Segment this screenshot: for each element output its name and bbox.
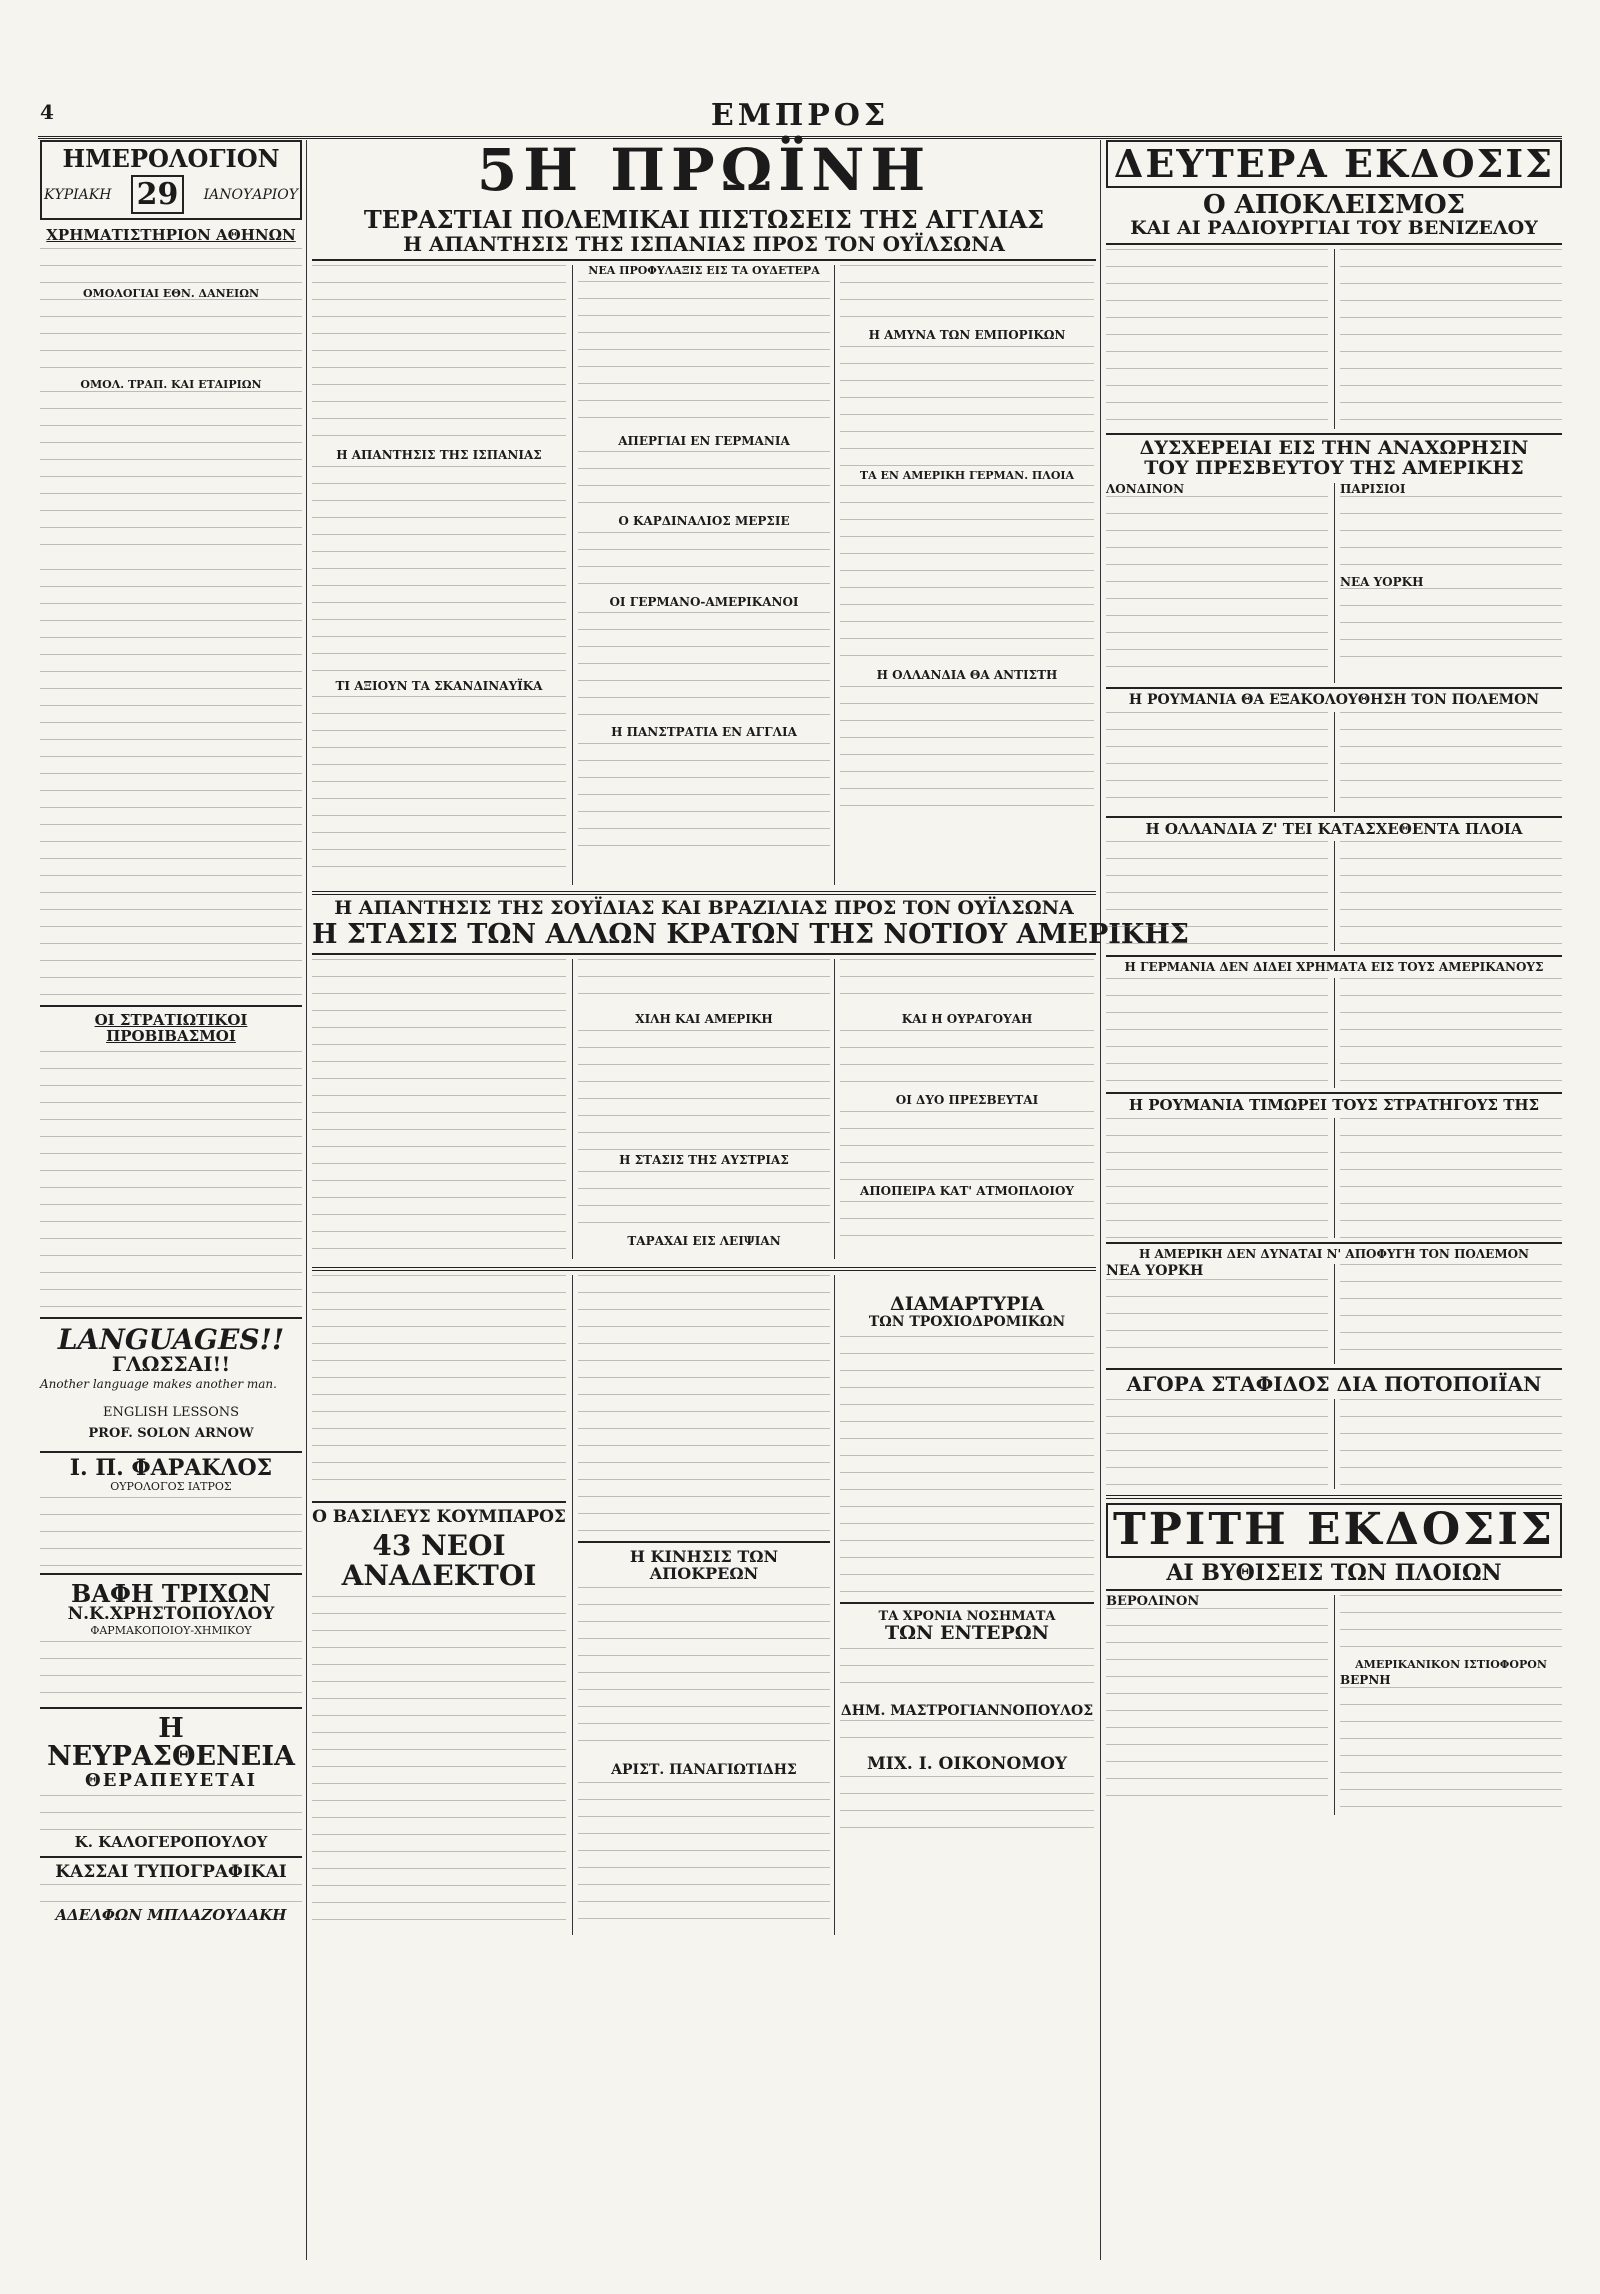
ad-oikonomou-text — [840, 1776, 1094, 1836]
article-america-war-b — [1340, 1264, 1562, 1364]
headline-venizelos: ΚΑΙ ΑΙ ΡΑΔΙΟΥΡΓΙΑΙ ΤΟΥ ΒΕΝΙΖΕΛΟΥ — [1130, 217, 1538, 240]
third-edition-title: ΤΡΙΤΗ ΕΚΔΟΣΙΣ — [1106, 1503, 1562, 1557]
neuro-sub: ΘΕΡΑΠΕΥΕΤΑΙ — [85, 1769, 257, 1791]
types-text — [40, 1884, 302, 1908]
languages-title: LANGUAGES!! — [57, 1322, 285, 1356]
ad-oikonomou: ΜΙΧ. Ι. ΟΙΚΟΝΟΜΟΥ — [866, 1754, 1068, 1775]
subhead-leipzig: ΤΑΡΑΧΑΙ ΕΙΣ ΛΕΙΨΙΑΝ — [627, 1233, 781, 1248]
calendar-box — [40, 140, 302, 220]
left-article-text — [40, 569, 302, 999]
subhead-mercier: Ο ΚΑΡΔΙΝΑΛΙΟΣ ΜΕΡΣΙΕ — [618, 514, 790, 529]
headline-blockade: Ο ΑΠΟΚΛΕΙΣΜΟΣ — [1202, 189, 1466, 220]
article-gerusa-text — [578, 612, 830, 722]
column-rule-1 — [306, 140, 307, 2260]
article-scand-text — [312, 696, 566, 876]
article-ambassador-text-b — [1340, 496, 1562, 576]
subhead-ships-america: ΤΑ ΕΝ ΑΜΕΡΙΚΗ ΓΕΡΜΑΝ. ΠΛΟΙΑ — [859, 468, 1075, 482]
article-cont-text — [840, 265, 1094, 325]
headline-carnival: Η ΚΙΝΗΣΙΣ ΤΩΝ ΑΠΟΚΡΕΩΝ — [629, 1547, 779, 1584]
subhead-scandinavia: ΤΙ ΑΞΙΟΥΝ ΤΑ ΣΚΑΝΔΙΝΑΥΪΚΑ — [335, 678, 543, 693]
dateline-bern: ΒΕΡΝΗ — [1340, 1673, 1391, 1688]
article-holland-ships-a — [1106, 841, 1328, 951]
types-title: ΚΑΣΣΑΙ ΤΥΠΟΓΡΑΦΙΚΑΙ — [55, 1862, 287, 1883]
article-generals-a — [1106, 1118, 1328, 1238]
article-blockade-text-b — [1340, 249, 1562, 429]
headline-america-war: Η ΑΜΕΡΙΚΗ ΔΕΝ ΔΥΝΑΤΑΙ Ν' ΑΠΟΦΥΓΗ ΤΟΝ ΠΟΛΕΜΟΝ — [1138, 1246, 1530, 1261]
ad-intestines: ΤΩΝ ΕΝΤΕΡΩΝ — [884, 1621, 1050, 1644]
subhead-steamer: ΑΠΟΠΕΙΡΑ ΚΑΤ' ΑΤΜΟΠΛΟΙΟΥ — [860, 1183, 1074, 1198]
calendar-day: ΚΥΡΙΑΚΗ — [44, 186, 112, 203]
teacher-name: PROF. SOLON ARNOW — [88, 1425, 254, 1441]
article-ambassador-text-c — [1340, 588, 1562, 668]
headline-holland-ships: Η ΟΛΛΑΝΔΙΑ Ζ' ΤΕΙ ΚΑΤΑΣΧΕΘΕΝΤΑ ΠΛΟΙΑ — [1145, 819, 1523, 838]
subhead-american-sailer: ΑΜΕΡΙΚΑΝΙΚΟΝ ΙΣΤΙΟΦΟΡΟΝ — [1355, 1657, 1547, 1671]
subhead-germany-strikes: ΑΠΕΡΓΙΑΙ ΕΝ ΓΕΡΜΑΝΙΑ — [618, 433, 790, 448]
article-america-war-a — [1106, 1279, 1328, 1359]
subhead-uruguay: ΚΑΙ Η ΟΥΡΑΓΟΥΑΗ — [901, 1012, 1033, 1027]
article-envoys-text — [840, 1111, 1094, 1181]
headline-tram-workers: ΤΩΝ ΤΡΟΧΙΟΔΡΟΜΙΚΩΝ — [868, 1314, 1066, 1331]
promotions-text — [40, 1051, 302, 1311]
left-column — [40, 140, 302, 1924]
languages-sub: Another language makes another man. — [40, 1376, 277, 1391]
dateline-paris-1: ΠΑΡΙΣΙΟΙ — [1340, 482, 1406, 496]
languages-greek: ΓΛΩΣΣΑΙ!! — [111, 1351, 231, 1376]
article-blockade-text-a — [1106, 249, 1328, 429]
article-steamer-text — [840, 1201, 1094, 1241]
subhead-merchant-defense: Η ΑΜΥΝΑ ΤΩΝ ΕΜΠΟΡΙΚΩΝ — [868, 328, 1066, 343]
article-holland-ships-b — [1340, 841, 1562, 951]
headline-romania-generals: Η ΡΟΥΜΑΝΙΑ ΤΙΜΩΡΕΙ ΤΟΥΣ ΣΤΡΑΤΗΓΟΥΣ ΤΗΣ — [1128, 1096, 1540, 1115]
subhead-neutral: ΝΕΑ ΠΡΟΦΥΛΑΞΙΣ ΕΙΣ ΤΑ ΟΥΔΕΤΕΡΑ — [588, 264, 820, 278]
subhead-envoys: ΟΙ ΔΥΟ ΠΡΕΣΒΕΥΤΑΙ — [895, 1092, 1039, 1107]
headline-credits: ΤΕΡΑΣΤΙΑΙ ΠΟΛΕΜΙΚΑΙ ΠΙΣΤΩΣΕΙΣ ΤΗΣ ΑΓΓΛΙΑΣ — [363, 204, 1045, 234]
dateline-berlin: ΒΕΡΟΛΙΝΟΝ — [1106, 1593, 1200, 1609]
article-ny-text — [840, 485, 1094, 665]
article-rome-text — [578, 532, 830, 592]
dye-name: Ν.Κ.ΧΡΗΣΤΟΠΟΥΛΟΥ — [67, 1604, 275, 1625]
headline-ambassador: ΤΟΥ ΠΡΕΣΒΕΥΤΟΥ ΤΗΣ ΑΜΕΡΙΚΗΣ — [1144, 457, 1524, 480]
article-ambassador-text-a — [1106, 496, 1328, 676]
article-names-text — [578, 1275, 830, 1535]
promotions-title: ΟΙ ΣΤΡΑΤΙΩΤΙΚΟΙ ΠΡΟΒΙΒΑΣΜΟΙ — [94, 1011, 248, 1045]
dye-title: ΒΑΦΗ ΤΡΙΧΩΝ — [71, 1579, 271, 1609]
article-berlin-text — [578, 743, 830, 853]
article-athens-text — [578, 1782, 830, 1932]
calendar-month: ΙΑΝΟΥΑΡΙΟΥ — [203, 186, 298, 203]
article-germany-money-b — [1340, 978, 1562, 1088]
headline-sinkings: ΑΙ ΒΥΘΙΣΕΙΣ ΤΩΝ ΠΛΟΙΩΝ — [1166, 1559, 1502, 1586]
article-king-text — [312, 1596, 566, 1926]
market-title: ΧΡΗΜΑΤΙΣΤΗΡΙΟΝ ΑΘΗΝΩΝ — [46, 226, 296, 245]
doctor-title: ΟΥΡΟΛΟΓΟΣ ΙΑΤΡΟΣ — [110, 1480, 232, 1494]
article-chile-text — [578, 1030, 830, 1150]
neuro-doctor: Κ. ΚΑΛΟΓΕΡΟΠΟΥΛΟΥ — [74, 1832, 268, 1851]
ad-intestine-text — [840, 1648, 1094, 1698]
page-number: 4 — [40, 100, 54, 124]
column-rule-2 — [1100, 140, 1101, 2260]
article-germany-money-a — [1106, 978, 1328, 1088]
subhead-conscription: Η ΠΑΝΣΤΡΑΤΙΑ ΕΝ ΑΓΓΛΙΑ — [611, 725, 797, 740]
headline-43-godchildren: 43 ΝΕΟΙ ΑΝΑΔΕΚΤΟΙ — [341, 1529, 537, 1592]
subhead-holland: Η ΟΛΛΑΝΔΙΑ ΘΑ ΑΝΤΙΣΤΗ — [876, 668, 1058, 683]
subhead-german-americans: ΟΙ ΓΕΡΜΑΝΟ-ΑΜΕΡΙΚΑΝΟΙ — [609, 594, 799, 609]
article-madrid-text — [578, 281, 830, 431]
article-protest-text — [840, 1336, 1094, 1596]
headline-protest: ΔΙΑΜΑΡΤΥΡΙΑ — [889, 1293, 1045, 1316]
types-name: ΑΔΕΛΦΩΝ ΜΠΛΑΖΟΥΔΑΚΗ — [55, 1906, 287, 1925]
article-embassy-text — [312, 1275, 566, 1495]
ad-chronic: ΤΑ ΧΡΟΝΙΑ ΝΟΣΗΜΑΤΑ — [878, 1608, 1056, 1624]
article-currants-a — [1106, 1399, 1328, 1489]
article-basel-text — [578, 451, 830, 511]
ad-mastrogiannopoulos: ΔΗΜ. ΜΑΣΤΡΟΓΙΑΝΝΟΠΟΥΛΟΣ — [840, 1702, 1094, 1719]
dateline-ny-1: ΝΕΑ ΥΟΡΚΗ — [1340, 574, 1424, 589]
doctor-name: Ι. Π. ΦΑΡΑΚΛΟΣ — [69, 1454, 273, 1481]
subhead-chile: ΧΙΛΗ ΚΑΙ ΑΜΕΡΙΚΗ — [635, 1012, 773, 1027]
bonds-head: ΟΜΟΛΟΓΙΑΙ ΕΘΝ. ΔΑΝΕΙΩΝ — [82, 286, 260, 300]
ad-mastro-text — [840, 1720, 1094, 1750]
article-holland-text — [840, 686, 1094, 806]
headline-difficulties: ΔΥΣΧΕΡΕΙΑΙ ΕΙΣ ΤΗΝ ΑΝΑΧΩΡΗΣΙΝ — [1139, 437, 1529, 460]
english-lessons: ENGLISH LESSONS — [102, 1404, 240, 1420]
headline-king-godfather: Ο ΒΑΣΙΛΕΥΣ ΚΟΥΜΠΑΡΟΣ — [312, 1507, 566, 1528]
headline-south-america: Η ΣΤΑΣΙΣ ΤΩΝ ΑΛΛΩΝ ΚΡΑΤΩΝ ΤΗΣ ΝΟΤΙΟΥ ΑΜΕΡΙΚΗΣ — [312, 919, 1189, 951]
doctor-text — [40, 1497, 302, 1567]
market-text-1 — [40, 248, 302, 288]
article-sinkings-b — [1340, 1595, 1562, 1655]
market-text-3 — [40, 391, 302, 561]
article-london-text — [312, 265, 566, 445]
headline-sweden-brazil: Η ΑΠΑΝΤΗΣΙΣ ΤΗΣ ΣΟΥΪΔΙΑΣ ΚΑΙ ΒΡΑΖΙΛΙΑΣ ΠΡΟΣ ΤΟΝ ΟΥΪΛΣΩΝΑ — [334, 897, 1074, 920]
shares-head: ΟΜΟΛ. ΤΡΑΠ. ΚΑΙ ΕΤΑΙΡΙΩΝ — [80, 378, 262, 392]
calendar-title: ΗΜΕΡΟΛΟΓΙΟΝ — [62, 144, 280, 173]
article-uruguay-text — [840, 1030, 1094, 1090]
headline-currants: ΑΓΟΡΑ ΣΤΑΦΙΔΟΣ ΔΙΑ ΠΟΤΟΠΟΙΪΑΝ — [1126, 1372, 1542, 1397]
article-romania-text-b — [1340, 712, 1562, 812]
masthead: ΕΜΠΡΟΣ — [710, 98, 890, 133]
dateline-london-1: ΛΟΝΔΙΝΟΝ — [1106, 482, 1185, 496]
article-cont3-text — [840, 959, 1094, 1009]
article-berlin2-text — [840, 346, 1094, 466]
article-generals-b — [1340, 1118, 1562, 1238]
article-romania-text-a — [1106, 712, 1328, 812]
dateline-ny-2: ΝΕΑ ΥΟΡΚΗ — [1106, 1263, 1204, 1280]
article-carnival-text — [578, 1587, 830, 1757]
headline-spain-reply: Η ΑΠΑΝΤΗΣΙΣ ΤΗΣ ΙΣΠΑΝΙΑΣ ΠΡΟΣ ΤΟΝ ΟΥΪΛΣΩΝΑ — [403, 232, 1005, 257]
article-paris-text — [312, 959, 566, 1259]
dye-sub: ΦΑΡΜΑΚΟΠΟΙΟΥ-ΧΗΜΙΚΟΥ — [90, 1624, 252, 1638]
ad-panagiotidis: ΑΡΙΣΤ. ΠΑΝΑΓΙΩΤΙΔΗΣ — [611, 1761, 797, 1778]
headline-germany-money: Η ΓΕΡΜΑΝΙΑ ΔΕΝ ΔΙΔΕΙ ΧΡΗΜΑΤΑ ΕΙΣ ΤΟΥΣ ΑΜΕΡΙΚΑΝΟΥΣ — [1124, 960, 1544, 975]
article-sinkings-c — [1340, 1687, 1562, 1807]
calendar-date: 29 — [131, 175, 185, 214]
article-currants-b — [1340, 1399, 1562, 1489]
subhead-austria: Η ΣΤΑΣΙΣ ΤΗΣ ΑΥΣΤΡΙΑΣ — [619, 1152, 789, 1167]
article-cont2-text — [578, 959, 830, 1009]
article-spain-text — [312, 466, 566, 676]
dye-text — [40, 1641, 302, 1701]
headline-romania-war: Η ΡΟΥΜΑΝΙΑ ΘΑ ΕΞΑΚΟΛΟΥΘΗΣΗ ΤΟΝ ΠΟΛΕΜΟΝ — [1128, 692, 1540, 708]
second-edition-title: ΔΕΥΤΕΡΑ ΕΚΔΟΣΙΣ — [1106, 140, 1562, 188]
article-sinkings-a — [1106, 1608, 1328, 1808]
market-text-2 — [40, 299, 302, 379]
subhead-spain: Η ΑΠΑΝΤΗΣΙΣ ΤΗΣ ΙΣΠΑΝΙΑΣ — [336, 448, 542, 463]
right-column — [1106, 140, 1562, 1815]
article-austria-text — [578, 1171, 830, 1231]
neuro-text — [40, 1795, 302, 1835]
edition-title: 5Η ΠΡΩΪΝΗ — [476, 136, 932, 204]
neuro-title: Η ΝΕΥΡΑΣΘΕΝΕΙΑ — [47, 1713, 295, 1773]
